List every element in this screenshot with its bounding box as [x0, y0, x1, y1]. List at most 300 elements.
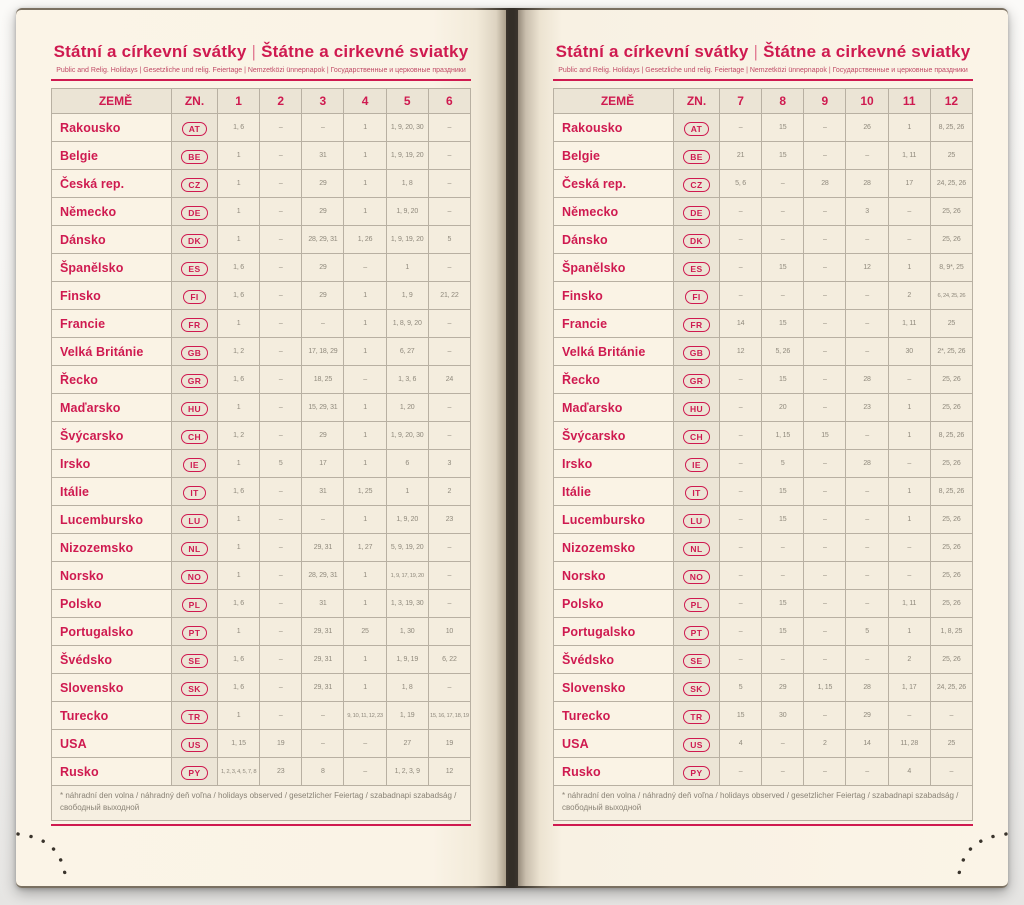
holiday-days-cell: – — [720, 394, 762, 422]
code-cell — [172, 590, 218, 618]
bottom-rule — [51, 824, 471, 826]
country-name: USA — [52, 730, 172, 758]
holiday-days-cell: 1, 27 — [344, 534, 386, 562]
holiday-days-cell: – — [428, 170, 470, 198]
country-name: Slovensko — [52, 674, 172, 702]
holiday-days-cell: 28, 29, 31 — [302, 562, 344, 590]
holiday-days-cell: – — [930, 702, 972, 730]
holiday-days-cell: 17 — [888, 170, 930, 198]
holiday-days-cell: – — [930, 758, 972, 786]
country-code-badge: BE — [683, 150, 710, 164]
holiday-days-cell: 6, 27 — [386, 338, 428, 366]
code-cell — [172, 646, 218, 674]
code-cell — [172, 170, 218, 198]
holiday-days-cell: – — [428, 674, 470, 702]
holiday-days-cell: 15 — [762, 478, 804, 506]
table-row — [554, 142, 973, 170]
code-cell — [674, 702, 720, 730]
holiday-days-cell: 2 — [804, 730, 846, 758]
table-row — [554, 646, 973, 674]
holiday-days-cell: – — [804, 198, 846, 226]
code-cell — [674, 506, 720, 534]
month-col-header: 12 — [930, 89, 972, 114]
page-title — [16, 42, 506, 62]
holiday-days-cell: 25, 26 — [930, 646, 972, 674]
holiday-days-cell: 1, 9, 19 — [386, 646, 428, 674]
holiday-days-cell: 1, 19 — [386, 702, 428, 730]
country-name: Španělsko — [52, 254, 172, 282]
holiday-days-cell: 23 — [428, 506, 470, 534]
country-name: Německo — [52, 198, 172, 226]
code-cell — [172, 142, 218, 170]
country-code-badge: IT — [685, 486, 707, 500]
country-name: Řecko — [52, 366, 172, 394]
holiday-days-cell: 8 — [302, 758, 344, 786]
country-code-badge: ES — [181, 262, 207, 276]
holiday-days-cell: – — [260, 114, 302, 142]
table-row — [52, 562, 471, 590]
holiday-days-cell: – — [720, 366, 762, 394]
holiday-days-cell: – — [720, 198, 762, 226]
diary-spread — [16, 8, 1008, 888]
holiday-days-cell: – — [804, 702, 846, 730]
holiday-days-cell: – — [720, 114, 762, 142]
holiday-days-cell: – — [720, 478, 762, 506]
holiday-days-cell: – — [804, 534, 846, 562]
holiday-days-cell: 1 — [888, 506, 930, 534]
holiday-days-cell: – — [846, 478, 888, 506]
holiday-days-cell: 1 — [344, 450, 386, 478]
holiday-days-cell: 1 — [386, 254, 428, 282]
holidays-table-jul-dec — [553, 88, 973, 821]
holiday-days-cell: 15 — [720, 702, 762, 730]
country-name: Nizozemsko — [554, 534, 674, 562]
table-row — [52, 254, 471, 282]
holiday-days-cell: 29, 31 — [302, 534, 344, 562]
holiday-days-cell: 1 — [218, 702, 260, 730]
holiday-days-cell: 28, 29, 31 — [302, 226, 344, 254]
holiday-days-cell: 11, 28 — [888, 730, 930, 758]
holiday-days-cell: – — [846, 142, 888, 170]
table-row — [52, 590, 471, 618]
holiday-days-cell: 12 — [428, 758, 470, 786]
country-name: Finsko — [52, 282, 172, 310]
footnote-row — [52, 786, 471, 821]
holiday-days-cell: 1 — [344, 338, 386, 366]
holiday-days-cell: – — [260, 674, 302, 702]
holiday-days-cell: – — [846, 534, 888, 562]
country-code-badge: PY — [181, 766, 207, 780]
holiday-days-cell: – — [804, 478, 846, 506]
holiday-days-cell: 1, 2, 3, 9 — [386, 758, 428, 786]
month-col-header: 7 — [720, 89, 762, 114]
holiday-days-cell: 1, 11 — [888, 142, 930, 170]
holiday-days-cell: – — [260, 646, 302, 674]
holiday-days-cell: – — [344, 366, 386, 394]
holiday-days-cell: 5 — [846, 618, 888, 646]
holiday-days-cell: 5, 9, 19, 20 — [386, 534, 428, 562]
holiday-days-cell: 1, 15 — [804, 674, 846, 702]
holiday-days-cell: – — [888, 198, 930, 226]
holiday-days-cell: 28 — [846, 674, 888, 702]
country-name: Norsko — [554, 562, 674, 590]
holiday-days-cell: – — [804, 646, 846, 674]
code-cell — [674, 198, 720, 226]
holiday-days-cell: – — [260, 282, 302, 310]
holiday-days-cell: – — [344, 254, 386, 282]
title-czech: Státní a církevní svátky — [555, 42, 749, 61]
holiday-days-cell: 24 — [428, 366, 470, 394]
month-col-header: 10 — [846, 89, 888, 114]
country-code-badge: FI — [685, 290, 707, 304]
holiday-days-cell: – — [260, 422, 302, 450]
table-row — [554, 198, 973, 226]
holiday-days-cell: 1, 9, 20, 30 — [386, 114, 428, 142]
holiday-days-cell: 1 — [218, 534, 260, 562]
holiday-days-cell: 1, 17 — [888, 674, 930, 702]
holiday-days-cell: 27 — [386, 730, 428, 758]
country-name: Turecko — [554, 702, 674, 730]
country-code-badge: GR — [683, 374, 711, 388]
holiday-days-cell: 8, 25, 26 — [930, 478, 972, 506]
holiday-days-cell: – — [260, 618, 302, 646]
holiday-days-cell: 6, 22 — [428, 646, 470, 674]
country-code-badge: FI — [183, 290, 205, 304]
header-rule — [553, 79, 973, 81]
holiday-days-cell: 1, 9, 20 — [386, 506, 428, 534]
code-cell — [172, 730, 218, 758]
holiday-days-cell: – — [720, 618, 762, 646]
holiday-days-cell: – — [260, 562, 302, 590]
page-left — [16, 10, 506, 886]
holiday-days-cell: 1 — [218, 506, 260, 534]
holiday-days-cell: 14 — [846, 730, 888, 758]
table-row — [554, 338, 973, 366]
country-code-badge: IE — [183, 458, 206, 472]
holiday-days-cell: 1, 6 — [218, 478, 260, 506]
holiday-days-cell: – — [344, 730, 386, 758]
holiday-days-cell: 5 — [260, 450, 302, 478]
holiday-days-cell: 1, 8, 9, 20 — [386, 310, 428, 338]
country-name: USA — [554, 730, 674, 758]
country-code-badge: PT — [182, 626, 208, 640]
holiday-days-cell: – — [302, 114, 344, 142]
code-cell — [674, 646, 720, 674]
country-name: Česká rep. — [554, 170, 674, 198]
code-cell — [674, 310, 720, 338]
holiday-days-cell: – — [804, 338, 846, 366]
country-code-badge: GB — [683, 346, 711, 360]
holiday-days-cell: 1 — [218, 226, 260, 254]
bottom-rule — [553, 824, 973, 826]
holiday-days-cell: 4 — [720, 730, 762, 758]
country-code-badge: ES — [683, 262, 709, 276]
holiday-days-cell: – — [260, 198, 302, 226]
country-code-badge: NO — [683, 570, 711, 584]
code-cell — [172, 758, 218, 786]
table-row — [554, 562, 973, 590]
holiday-days-cell: 1 — [344, 506, 386, 534]
country-name: Portugalsko — [554, 618, 674, 646]
holiday-days-cell: 1 — [386, 478, 428, 506]
holiday-days-cell: 15 — [804, 422, 846, 450]
holiday-days-cell: 25 — [930, 142, 972, 170]
code-cell — [172, 338, 218, 366]
holiday-days-cell: 1 — [344, 114, 386, 142]
country-code-badge: TR — [683, 710, 709, 724]
holiday-days-cell: – — [260, 478, 302, 506]
code-cell — [674, 450, 720, 478]
holiday-days-cell: – — [302, 310, 344, 338]
holiday-days-cell: 6, 24, 25, 26 — [930, 282, 972, 310]
country-code-badge: IT — [183, 486, 205, 500]
code-cell — [172, 702, 218, 730]
table-row — [52, 142, 471, 170]
table-row — [52, 478, 471, 506]
table-row — [554, 618, 973, 646]
holiday-days-cell: – — [260, 226, 302, 254]
holiday-days-cell: 15 — [762, 114, 804, 142]
country-code-badge: US — [683, 738, 710, 752]
holiday-days-cell: – — [888, 450, 930, 478]
holiday-days-cell: 25, 26 — [930, 450, 972, 478]
holiday-days-cell: – — [260, 534, 302, 562]
code-cell — [172, 506, 218, 534]
holiday-days-cell: 25 — [930, 310, 972, 338]
holiday-days-cell: 24, 25, 26 — [930, 674, 972, 702]
holiday-days-cell: 15 — [762, 506, 804, 534]
holiday-days-cell: 30 — [888, 338, 930, 366]
holiday-days-cell: – — [846, 226, 888, 254]
holiday-days-cell: – — [846, 310, 888, 338]
holiday-days-cell: – — [260, 170, 302, 198]
holiday-days-cell: – — [804, 226, 846, 254]
table-row — [52, 450, 471, 478]
table-row — [52, 730, 471, 758]
table-row — [52, 702, 471, 730]
holiday-days-cell: – — [302, 730, 344, 758]
holiday-days-cell: 28 — [846, 366, 888, 394]
holiday-days-cell: 29, 31 — [302, 674, 344, 702]
table-row — [52, 170, 471, 198]
holiday-days-cell: 15 — [762, 366, 804, 394]
holiday-days-cell: 14 — [720, 310, 762, 338]
holiday-days-cell: 30 — [762, 702, 804, 730]
holiday-days-cell: – — [888, 702, 930, 730]
holiday-days-cell: 1 — [344, 282, 386, 310]
holiday-days-cell: 2 — [888, 282, 930, 310]
holiday-days-cell: 25 — [344, 618, 386, 646]
holiday-days-cell: – — [344, 758, 386, 786]
holiday-days-cell: 1, 9, 20, 30 — [386, 422, 428, 450]
holiday-days-cell: 1 — [218, 618, 260, 646]
holiday-days-cell: 15, 29, 31 — [302, 394, 344, 422]
holiday-days-cell: 29 — [302, 170, 344, 198]
holiday-days-cell: – — [846, 338, 888, 366]
holiday-days-cell: 20 — [762, 394, 804, 422]
holiday-days-cell: – — [720, 758, 762, 786]
code-cell — [172, 422, 218, 450]
holiday-days-cell: 1, 6 — [218, 282, 260, 310]
country-name: Německo — [554, 198, 674, 226]
footnote-row — [554, 786, 973, 821]
holiday-days-cell: 25 — [930, 730, 972, 758]
holiday-days-cell: – — [428, 142, 470, 170]
holiday-days-cell: – — [846, 506, 888, 534]
code-cell — [172, 478, 218, 506]
holiday-days-cell: 18, 25 — [302, 366, 344, 394]
country-name: Slovensko — [554, 674, 674, 702]
country-code-badge: FR — [683, 318, 709, 332]
table-row — [52, 506, 471, 534]
footnote: * náhradní den volna / náhradný deň voľna / holidays observed / gesetzlicher Feiertag / szabadnapi szabadság / свободный выходной — [52, 786, 471, 821]
table-row — [52, 534, 471, 562]
code-cell — [172, 114, 218, 142]
code-cell — [172, 674, 218, 702]
holiday-days-cell: 1, 3, 6 — [386, 366, 428, 394]
holiday-days-cell: 10 — [428, 618, 470, 646]
holiday-days-cell: 1 — [888, 618, 930, 646]
country-name: Česká rep. — [52, 170, 172, 198]
month-col-header: 9 — [804, 89, 846, 114]
country-code-badge: CH — [181, 430, 208, 444]
holiday-days-cell: – — [302, 506, 344, 534]
country-name: Dánsko — [554, 226, 674, 254]
country-name: Polsko — [52, 590, 172, 618]
holiday-days-cell: 25, 26 — [930, 534, 972, 562]
holiday-days-cell: – — [260, 590, 302, 618]
holiday-days-cell: 5 — [428, 226, 470, 254]
country-name: Turecko — [52, 702, 172, 730]
country-code-badge: DK — [683, 234, 710, 248]
code-cell — [172, 254, 218, 282]
table-row — [554, 478, 973, 506]
header-row — [52, 89, 471, 114]
holiday-days-cell: 1 — [888, 394, 930, 422]
holiday-days-cell: 5, 26 — [762, 338, 804, 366]
holiday-days-cell: 12 — [720, 338, 762, 366]
holiday-days-cell: – — [804, 366, 846, 394]
holiday-days-cell: – — [846, 422, 888, 450]
holiday-days-cell: 1 — [888, 478, 930, 506]
code-cell — [172, 366, 218, 394]
holiday-days-cell: – — [428, 310, 470, 338]
holiday-days-cell: 1, 9, 19, 20 — [386, 142, 428, 170]
holiday-days-cell: 31 — [302, 142, 344, 170]
holiday-days-cell: – — [428, 590, 470, 618]
holiday-days-cell: – — [260, 142, 302, 170]
holiday-days-cell: – — [260, 506, 302, 534]
country-code-badge: SK — [181, 682, 208, 696]
footnote: * náhradní den volna / náhradný deň voľna / holidays observed / gesetzlicher Feiertag / szabadnapi szabadság / свободный выходной — [554, 786, 973, 821]
holiday-days-cell: – — [302, 702, 344, 730]
country-code-badge: AT — [684, 122, 710, 136]
holiday-days-cell: – — [428, 394, 470, 422]
holiday-days-cell: 4 — [888, 758, 930, 786]
holiday-days-cell: – — [804, 562, 846, 590]
month-col-header: 11 — [888, 89, 930, 114]
holiday-days-cell: 1, 2 — [218, 338, 260, 366]
holiday-days-cell: – — [846, 282, 888, 310]
code-cell — [674, 142, 720, 170]
country-code-badge: NL — [683, 542, 709, 556]
country-code-badge: PY — [683, 766, 709, 780]
table-row — [554, 310, 973, 338]
holiday-days-cell: 25, 26 — [930, 506, 972, 534]
holiday-days-cell: – — [428, 534, 470, 562]
holiday-days-cell: 1 — [344, 646, 386, 674]
holidays-table-jan-jun — [51, 88, 471, 821]
country-name: Maďarsko — [554, 394, 674, 422]
title-separator: | — [753, 42, 759, 61]
holiday-days-cell: 1, 25 — [344, 478, 386, 506]
country-name: Lucembursko — [554, 506, 674, 534]
country-name: Rusko — [554, 758, 674, 786]
table-row — [554, 254, 973, 282]
holiday-days-cell: 3 — [428, 450, 470, 478]
country-code-badge: PT — [684, 626, 710, 640]
country-name: Maďarsko — [52, 394, 172, 422]
holiday-days-cell: 1, 11 — [888, 310, 930, 338]
country-code-badge: CZ — [181, 178, 207, 192]
holiday-days-cell: 28 — [804, 170, 846, 198]
country-code-badge: HU — [181, 402, 208, 416]
country-name: Francie — [554, 310, 674, 338]
holiday-days-cell: – — [762, 226, 804, 254]
code-cell — [674, 730, 720, 758]
col-header-code: ZN. — [172, 89, 218, 114]
holiday-days-cell: 2 — [888, 646, 930, 674]
holiday-days-cell: 1, 26 — [344, 226, 386, 254]
country-name: Irsko — [554, 450, 674, 478]
holiday-days-cell: 1 — [888, 422, 930, 450]
code-cell — [674, 618, 720, 646]
table-row — [554, 674, 973, 702]
month-col-header: 1 — [218, 89, 260, 114]
stitch-dots-left-icon — [16, 826, 86, 884]
code-cell — [674, 282, 720, 310]
table-row — [52, 338, 471, 366]
holiday-days-cell: – — [804, 114, 846, 142]
holiday-days-cell: 19 — [260, 730, 302, 758]
holiday-days-cell: 1, 6 — [218, 114, 260, 142]
holiday-days-cell: – — [846, 590, 888, 618]
table-row — [52, 366, 471, 394]
country-code-badge: LU — [683, 514, 709, 528]
table-row — [554, 114, 973, 142]
holiday-days-cell: 31 — [302, 590, 344, 618]
holiday-days-cell: 1, 3, 19, 30 — [386, 590, 428, 618]
holiday-days-cell: 29 — [846, 702, 888, 730]
table-row — [554, 366, 973, 394]
table-row — [52, 646, 471, 674]
holiday-days-cell: – — [720, 562, 762, 590]
holiday-days-cell: 1 — [218, 170, 260, 198]
holiday-days-cell: – — [804, 142, 846, 170]
code-cell — [172, 282, 218, 310]
country-code-badge: SK — [683, 682, 710, 696]
holiday-days-cell: 17 — [302, 450, 344, 478]
country-name: Itálie — [554, 478, 674, 506]
holiday-days-cell: 25, 26 — [930, 198, 972, 226]
holiday-days-cell: 1, 30 — [386, 618, 428, 646]
holiday-days-cell: – — [888, 226, 930, 254]
country-name: Francie — [52, 310, 172, 338]
holiday-days-cell: – — [804, 590, 846, 618]
holiday-days-cell: – — [888, 534, 930, 562]
holiday-days-cell: – — [260, 702, 302, 730]
table-row — [554, 422, 973, 450]
